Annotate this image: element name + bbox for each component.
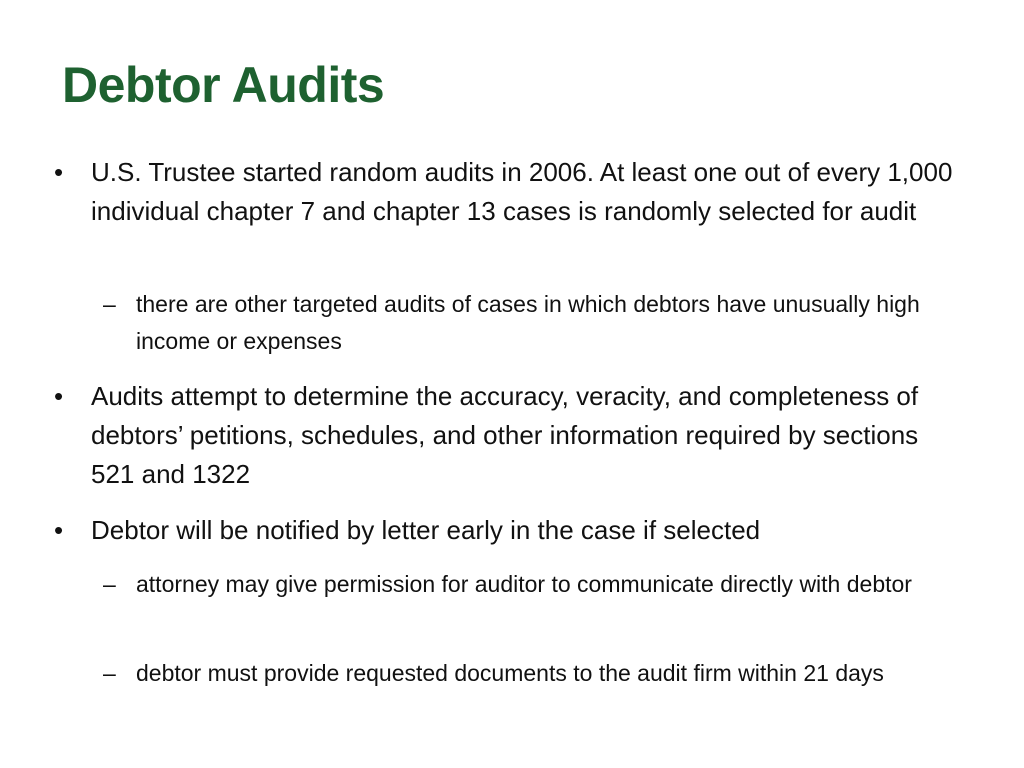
slide-title: Debtor Audits — [62, 57, 385, 113]
sub-bullet-marker: – — [103, 291, 116, 317]
sub-bullet-marker: – — [103, 660, 116, 686]
bullet-marker: • — [54, 381, 64, 411]
sub-bullet-text: debtor must provide requested documents to the audit firm within 21 days — [136, 660, 884, 686]
bullet-marker: • — [54, 157, 64, 187]
bullet-text: Audits attempt to determine the accuracy, veracity, and completeness of debtors’ petitions, schedules, and other information required by sections 521 and 1322 — [91, 381, 919, 489]
sub-bullet-text: there are other targeted audits of cases in which debtors have unusually high income or expenses — [136, 291, 920, 354]
sub-bullet-text: attorney may give permission for auditor to communicate directly with debtor — [136, 571, 912, 597]
bullet-text: Debtor will be notified by letter early in the case if selected — [91, 515, 761, 545]
sub-bullet-marker: – — [103, 571, 116, 597]
bullet-text: U.S. Trustee started random audits in 2006. At least one out of every 1,000 individual chapter 7 and chapter 13 cases is randomly selected for audit — [91, 157, 953, 226]
bullet-marker: • — [54, 515, 64, 545]
